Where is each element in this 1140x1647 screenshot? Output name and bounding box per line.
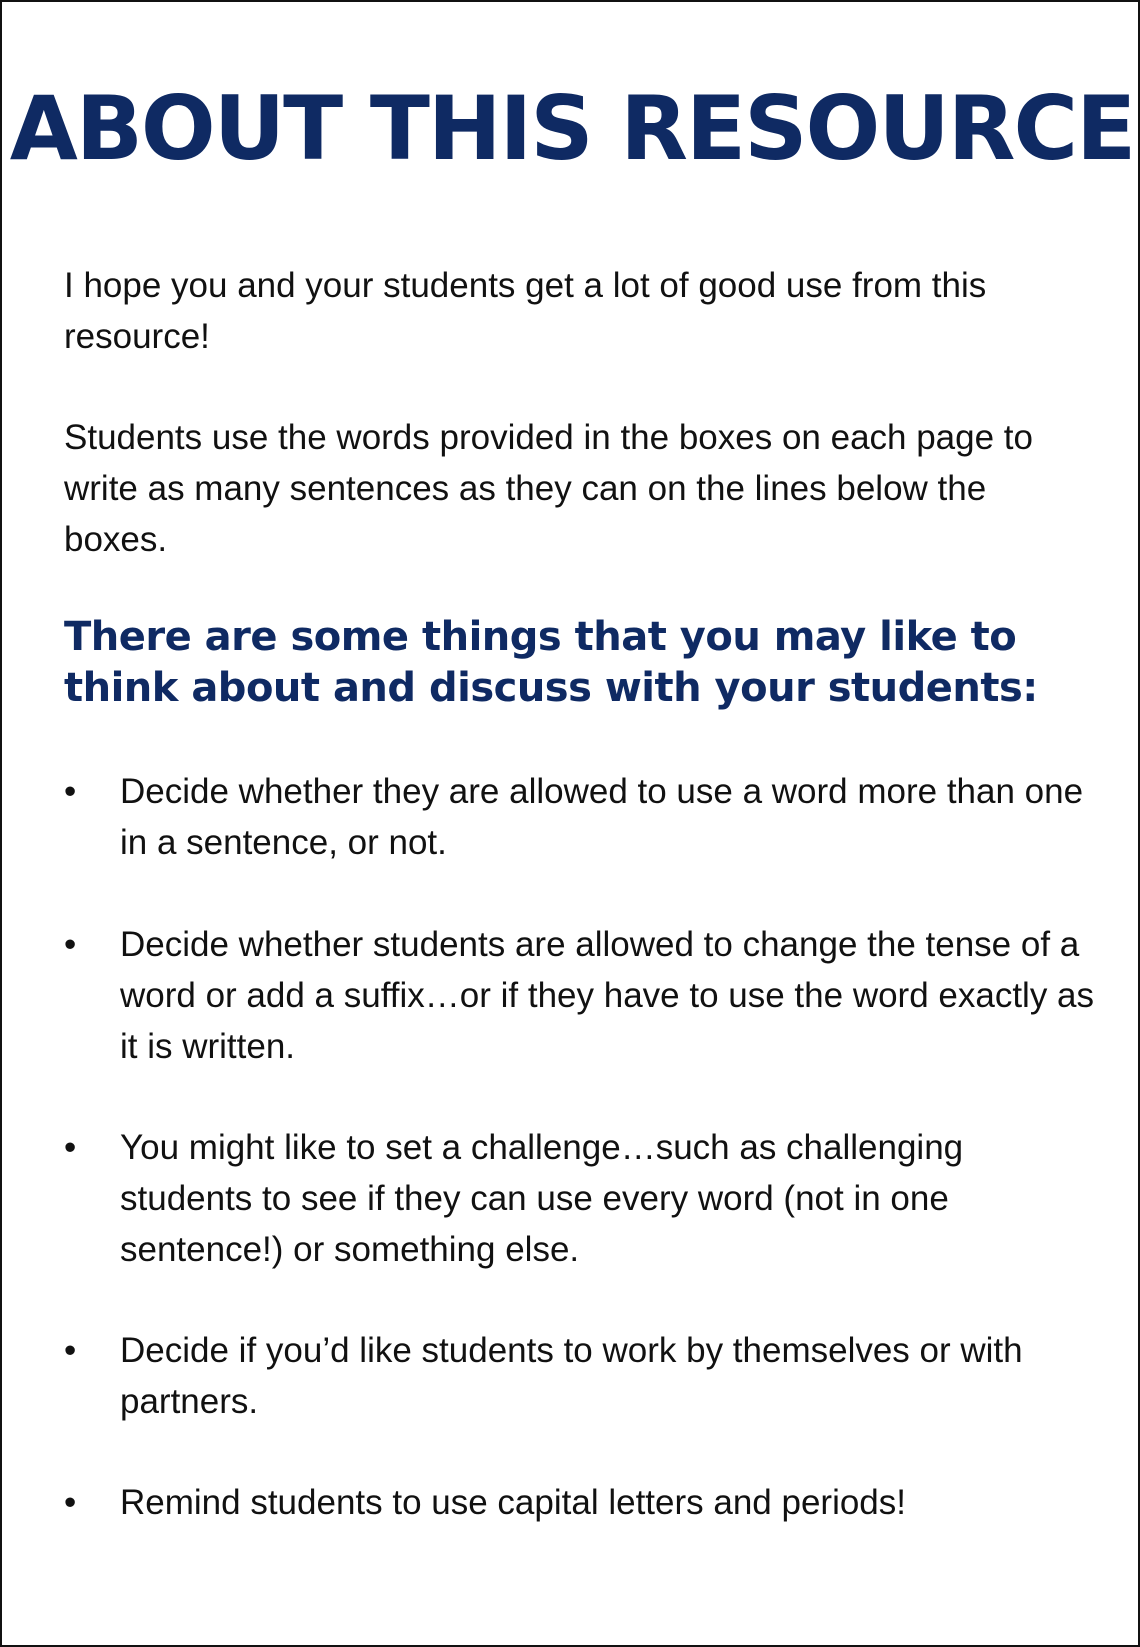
bullet-icon: • (64, 772, 77, 811)
intro-paragraph-1: I hope you and your students get a lot of good use from this resource! (64, 266, 987, 356)
bullet-icon: • (64, 1483, 77, 1522)
page-title: ABOUT THIS RESOURCE (9, 77, 1135, 180)
bullet-icon: • (64, 1331, 77, 1370)
list-item-text: Decide whether students are allowed to change the tense of a word or add a suffix…or if they have to use the word exactly as it is written. (120, 925, 1095, 1066)
bullet-icon: • (64, 925, 77, 964)
list-item-text: Decide if you’d like students to work by themselves or with partners. (120, 1331, 1023, 1421)
list-item-text: You might like to set a challenge…such as challenging students to see if they can use every word (not in one sentence!) or something else. (120, 1128, 964, 1269)
discussion-subheading: There are some things that you may like to think about and discuss with your students: (64, 614, 1038, 711)
bullet-icon: • (64, 1128, 77, 1167)
list-item-text: Decide whether they are allowed to use a word more than one in a sentence, or not. (120, 772, 1084, 862)
list-item-text: Remind students to use capital letters and periods! (120, 1483, 906, 1522)
intro-paragraph-2: Students use the words provided in the boxes on each page to write as many sentences as they can on the lines below the boxes. (64, 418, 1033, 559)
